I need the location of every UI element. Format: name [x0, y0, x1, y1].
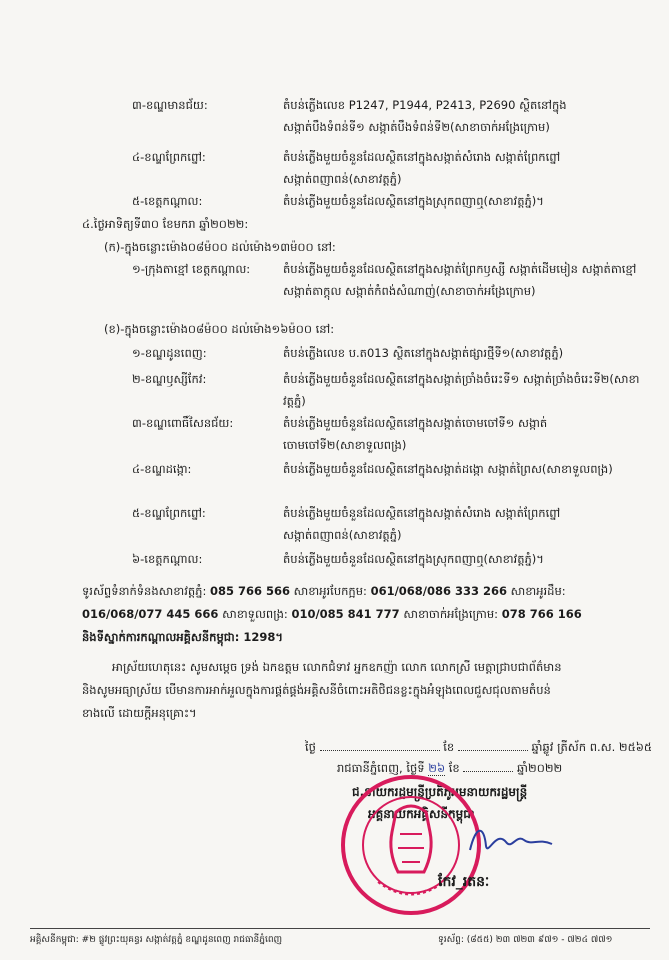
row-label: ៣-ខណ្ឌពោធិ៍សែនជ័យ:: [132, 416, 234, 430]
row-description: តំបន់ភ្លើងលេខ ប.ត013 ស្ថិតនៅក្នុងសង្កាត់ផ្សារថ្មីទី១(សាខាវត្តភ្នំ): [283, 346, 564, 360]
row-label: ១-ក្រុងតាខ្មៅ ខេត្តកណ្តាល:: [132, 262, 251, 276]
phone-number: 078 766 166: [501, 607, 582, 621]
phone-number: 016/068/077 445 666: [82, 607, 219, 621]
contact-label: សាខាអូរបែកក្អម:: [293, 584, 367, 598]
lunar-date-line: [305, 740, 652, 757]
day-heading: ៤.ថ្ងៃអាទិត្យទី៣០ ខែមករា ឆ្នាំ២០២២:: [82, 217, 249, 231]
signatory-office: អគ្គនាយកអគ្គិសនីកម្ពុជា: [368, 807, 475, 821]
lunar-date-suffix: ឆ្នាំឆ្លូវ ត្រីស័ក ព.ស. ២៥៦៥: [531, 740, 653, 754]
handwritten-signature: [466, 820, 556, 860]
closing-paragraph: អាស្រ័យហេតុនេះ សូមសម្តេច ទ្រង់ ឯកឧត្តម លោកជំទាវ អ្នកឧកញ៉ា លោក លោកស្រី មេត្តាជ្រាបជាព័ត៌មាន: [112, 660, 562, 674]
contact-line: [82, 603, 582, 625]
signatory-name: កែវ_រតនៈ: [438, 874, 490, 890]
contact-label: ទូរស័ព្ទទំនាក់ទំនងសាខាវត្តភ្នំ:: [82, 584, 207, 598]
row-description: តំបន់ភ្លើងមួយចំនួនដែលស្ថិតនៅក្នុងសង្កាត់សំរោង សង្កាត់ព្រែកព្នៅ សង្កាត់ពញាពន់(សាខាវត្តភ្នំ): [283, 506, 561, 542]
row-description: តំបន់ភ្លើងមួយចំនួនដែលស្ថិតនៅក្នុងសង្កាត់ច្រាំងចំរេះទី១ សង្កាត់ច្រាំងចំរេះទី២(សាខាវត្តភ្នំ): [283, 372, 640, 408]
row-label: ២-ខណ្ឌឫស្សីកែវ:: [132, 372, 207, 386]
row-description: តំបន់ភ្លើងមួយចំនួនដែលស្ថិតនៅក្នុងស្រុកពញាឮ(សាខាវត្តភ្នំ)។: [283, 552, 544, 566]
closing-paragraph: ខាងលើ ដោយក្តីអនុគ្រោះ។: [82, 706, 197, 720]
lunar-date-month-label: ខែ: [443, 740, 455, 754]
row-label: ១-ខណ្ឌដូនពេញ:: [132, 346, 207, 360]
solar-date-suffix: ឆ្នាំ២០២២: [517, 761, 563, 775]
time-range-heading: (ខ)-ក្នុងចន្លោះម៉ោង០៨ម៉០០ ដល់ម៉ោង១៦ម៉០០ នៅ:: [104, 322, 335, 336]
closing-paragraph: និងសូមអធ្យាស្រ័យ បើមានការអាក់អួលក្នុងការផ្គត់ផ្គង់អគ្គិសនីចំពោះអតិថិជនខ្លះក្នុងអំឡុងពេលជួសជុលតាមតំបន់: [82, 683, 551, 697]
contact-label: សាខាទួលពង្រ:: [222, 607, 288, 621]
row-label: ៤-ខណ្ឌដង្កោ:: [132, 462, 192, 476]
row-label: ៦-ខេត្តកណ្តាល:: [132, 552, 203, 566]
row-label: ៣-ខណ្ឌមានជ័យ:: [132, 98, 208, 112]
time-range-heading: (ក)-ក្នុងចន្លោះម៉ោង០៨ម៉០០ ដល់ម៉ោង១៣ម៉០០ នៅ:: [104, 240, 336, 254]
solar-date-prefix: រាជធានីភ្នំពេញ, ថ្ងៃទី: [337, 761, 425, 775]
row-description: តំបន់ភ្លើងមួយចំនួនដែលស្ថិតនៅក្នុងស្រុកពញាឮ(សាខាវត្តភ្នំ)។: [283, 194, 544, 208]
solar-date-month-label: ខែ: [448, 761, 460, 775]
row-description: តំបន់ភ្លើងមួយចំនួនដែលស្ថិតនៅក្នុងសង្កាត់សំរោង សង្កាត់ព្រែកព្នៅ សង្កាត់ពញាពន់(សាខាវត្តភ្នំ): [283, 150, 561, 186]
signatory-title: ជ.នាយករដ្ឋមន្ត្រីប្រតិភូអមនាយករដ្ឋមន្ត្រី: [352, 785, 528, 799]
row-description: តំបន់ភ្លើងមួយចំនួនដែលស្ថិតនៅក្នុងសង្កាត់ចោមចៅទី១ សង្កាត់ចោមចៅទី២(សាខាទួលពង្រ): [283, 416, 548, 452]
row-description: តំបន់ភ្លើងមួយចំនួនដែលស្ថិតនៅក្នុងសង្កាត់ដង្កោ សង្កាត់ព្រៃស(សាខាទួលពង្រ): [283, 462, 613, 476]
footer-address: អគ្គិសនីកម្ពុជា: #២ ផ្លូវព្រះយុគន្ធរ សង្កាត់វត្តភ្នំ ខណ្ឌដូនពេញ រាជធានីភ្នំពេញ: [30, 935, 283, 945]
phone-number: 061/068/086 333 266: [370, 584, 507, 598]
row-label: ៥-ខេត្តកណ្តាល:: [132, 194, 203, 208]
lunar-date-prefix: ថ្ងៃ: [305, 740, 316, 754]
phone-number: 085 766 566: [209, 584, 291, 598]
contact-label: សាខាចាក់អង្រែក្រោម:: [403, 607, 499, 621]
handwritten-solar-day: ២៦: [428, 761, 446, 775]
official-seal-stamp: [338, 772, 484, 918]
phone-number: 010/085 841 777: [291, 607, 400, 621]
footer-divider: [30, 928, 650, 929]
row-label: ៥-ខណ្ឌព្រែកព្នៅ:: [132, 506, 206, 520]
handwritten-lunar-month: [458, 750, 528, 751]
row-description: តំបន់ភ្លើងលេខ P1247, P1944, P2413, P2690 ស្ថិតនៅក្នុងសង្កាត់បឹងទំពន់ទី១ សង្កាត់បឹងទំពន់ទី២(សាខាចាក់អង្រែក្រោម): [283, 98, 567, 134]
handwritten-lunar-day: [320, 750, 440, 751]
row-description: តំបន់ភ្លើងមួយចំនួនដែលស្ថិតនៅក្នុងសង្កាត់ព្រែកឫស្សី សង្កាត់ដើមមៀន សង្កាត់តាខ្មៅ សង្កាត់តាក្តុល សង្កាត់កំពង់សំណាញ់(សាខាចាក់អង្រែក្រោម): [283, 262, 637, 298]
contact-line: [82, 580, 566, 602]
row-label: ៤-ខណ្ឌព្រែកព្នៅ:: [132, 150, 206, 164]
footer-phone: ទូរស័ព្ទ: (៨៥៥) ២៣ ៧២៣ ៩៧១ - ៧២៤ ៧៧១: [438, 935, 613, 945]
head-office-line: និងទីស្នាក់ការកណ្តាលអគ្គិសនីកម្ពុជា: 1298។: [82, 630, 283, 644]
contact-label: សាខាអូរដឹម:: [510, 584, 566, 598]
